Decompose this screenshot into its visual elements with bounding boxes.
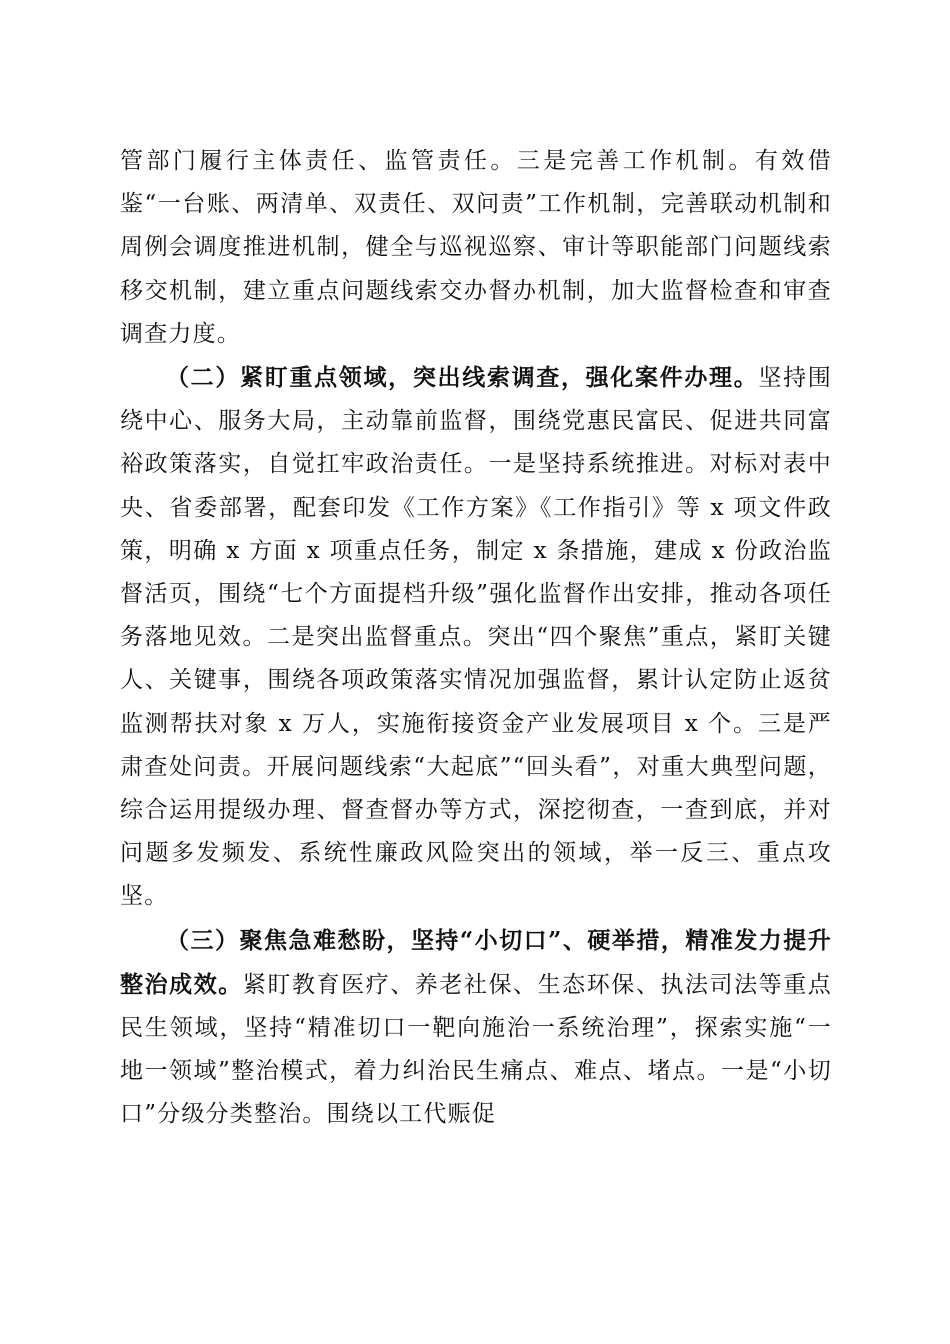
paragraph-work-mechanism [120,140,832,356]
paragraph-body-text: 坚持围绕中心、服务大局，主动靠前监督，围绕党惠民富民、促进共同富裕政策落实，自觉扛牢政治责任。一是坚持系统推进。对标对表中央、省委部署，配套印发《工作方案》《工作指引》等 x 项文件政策，明确 x 方面 x 项重点任务，制定 x 条措施，建成 x 份政治监督活页，围绕“七个方面提档升级”强化监督作出安排，推动各项任务落地见效。二是突出监督重点。突出“四个聚焦”重点，紧盯关键人、关键事，围绕各项政策落实情况加强监督，累计认定防止返贫监测帮扶对象 x 万人，实施衔接资金产业发展项目 x 个。三是严肃查处问责。开展问题线索“大起底”“回头看”，对重大典型问题，综合运用提级办理、督查督办等方式，深挖彻查，一查到底，并对问题多发频发、系统性廉政风险突出的领域，举一反三、重点攻坚。 [120,365,832,910]
paragraph-urgent-issues [120,919,832,1137]
document-body [120,140,832,1137]
paragraph-key-areas [120,356,832,919]
paragraph-body-text: 管部门履行主体责任、监管责任。三是完善工作机制。有效借鉴“一台账、两清单、双责任、双问责”工作机制，完善联动机制和周例会调度推进机制，健全与巡视巡察、审计等职能部门问题线索移交机制，建立重点问题线索交办督办机制，加大监督检查和审查调查力度。 [120,148,832,347]
section-heading-three: （三）聚焦急难愁盼，坚持“小切口”、硬举措，精准发力提升整治成效。 [120,926,832,998]
paragraph-body-text: 紧盯教育医疗、养老社保、生态环保、执法司法等重点民生领域，坚持“精准切口一靶向施治一系统治理”，探索实施“一地一领域”整治模式，着力纠治民生痛点、难点、堵点。一是“小切口”分级分类整治。围绕以工代赈促 [120,971,832,1128]
section-heading-two: （二）紧盯重点领域，突出线索调查，强化案件办理。 [166,364,759,392]
